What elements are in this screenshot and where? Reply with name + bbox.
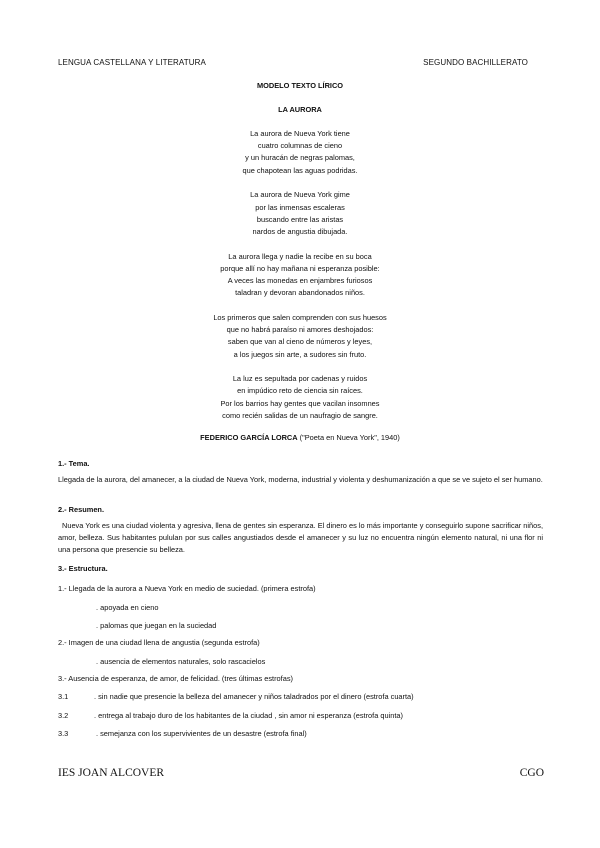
estructura-item-1: 1.- Llegada de la aurora a Nueva York en medio de suciedad. (primera estrofa): [58, 584, 316, 593]
verse: La luz es sepultada por cadenas y ruidos: [232, 374, 368, 384]
item-text: . entrega al trabajo duro de los habitantes de la ciudad , sin amor ni esperanza (estrofa quinta): [94, 711, 403, 720]
verse: taladran y devoran abandonados niños.: [235, 288, 365, 298]
verse: A veces las monedas en enjambres furiosos: [227, 276, 373, 286]
verse: que chapotean las aguas podridas.: [242, 165, 358, 175]
verse: saben que van al cieno de números y leyes,: [227, 337, 373, 347]
verse: y un huracán de negras palomas,: [245, 153, 355, 163]
header-course: SEGUNDO BACHILLERATO: [423, 58, 528, 67]
header-subject: LENGUA CASTELLANA Y LITERATURA: [58, 58, 206, 67]
stanza-1: [0, 128, 600, 177]
estructura-item-3-1: [58, 691, 543, 703]
stanza-2: [0, 189, 600, 238]
stanza-3: [0, 251, 600, 300]
verse: como recién salidas de un naufragio de sangre.: [222, 410, 378, 420]
estructura-subitem: . ausencia de elementos naturales, solo rascacielos: [96, 657, 266, 666]
verse: Por los barrios hay gentes que vacilan insomnes: [220, 398, 380, 408]
estructura-item-3: 3.- Ausencia de esperanza, de amor, de felicidad. (tres últimas estrofas): [58, 674, 293, 683]
verse: en impúdico reto de ciencia sin raíces.: [237, 386, 363, 396]
verse: Los primeros que salen comprenden con sus huesos: [213, 312, 387, 322]
section-estructura-title: [58, 563, 543, 575]
verse: buscando entre las aristas: [256, 214, 344, 224]
item-text: . sin nadie que presencie la belleza del amanecer y niños taladrados por el dinero (estrofa cuarta): [94, 692, 414, 701]
item-number: 3.1: [58, 692, 69, 701]
verse: porque allí no hay mañana ni esperanza posible:: [220, 263, 380, 273]
section-heading: 3.- Estructura.: [58, 564, 108, 573]
verse: La aurora llega y nadie la recibe en su boca: [228, 251, 372, 261]
stanza-4: [0, 312, 600, 361]
section-heading: 1.- Tema.: [58, 459, 90, 468]
poem-title: LA AURORA: [278, 105, 322, 114]
verse: a los juegos sin arte, a sudores sin fruto.: [233, 349, 367, 359]
verse: La aurora de Nueva York tiene: [250, 129, 350, 138]
poem-attribution: [0, 432, 600, 444]
section-resumen-text: Nueva York es una ciudad violenta y agresiva, llena de gentes sin esperanza. El dinero es lo más importante y conseguirlo supone sacrificar niños, amor, belleza. Sus habitantes pululan por sus calles angustiados desde el amanecer y su luz no encuentra ningún elemento natural, ni una flor ni una persona que presencie su belleza.: [58, 521, 543, 555]
item-text: . semejanza con los supervivientes de un desastre (estrofa final): [96, 729, 307, 738]
document-title: MODELO TEXTO LÍRICO: [256, 81, 344, 90]
section-resumen-title: [58, 504, 543, 516]
item-number: 3.3: [58, 729, 69, 738]
poem-source: ("Poeta en Nueva York", 1940): [299, 433, 400, 442]
item-number: 3.2: [58, 711, 69, 720]
stanza-5: [0, 373, 600, 422]
estructura-item-3-2: [58, 710, 543, 722]
verse: nardos de angustia dibujada.: [252, 226, 348, 236]
estructura-subitem: . palomas que juegan en la suciedad: [96, 621, 217, 630]
section-heading: 2.- Resumen.: [58, 505, 105, 514]
author-name: FEDERICO GARCÍA LORCA: [200, 433, 298, 442]
verse: cuatro columnas de cieno: [257, 141, 343, 151]
section-tema-text: Llegada de la aurora, del amanecer, a la ciudad de Nueva York, moderna, industrial y violenta y deshumanización a que se ve sujeto el ser humano.: [58, 475, 543, 484]
verse: La aurora de Nueva York gime: [250, 190, 350, 200]
estructura-item-2: 2.- Imagen de una ciudad llena de angustia (segunda estrofa): [58, 638, 260, 647]
footer-initials: CGO: [519, 767, 544, 779]
estructura-item-3-3: [58, 728, 543, 740]
estructura-subitem: . apoyada en cieno: [96, 603, 159, 612]
poem: [0, 128, 600, 422]
verse: que no habrá paraíso ni amores deshojados:: [226, 325, 374, 335]
footer-school: IES JOAN ALCOVER: [58, 767, 165, 779]
verse: por las inmensas escaleras: [255, 202, 345, 212]
section-tema-title: [58, 458, 543, 470]
